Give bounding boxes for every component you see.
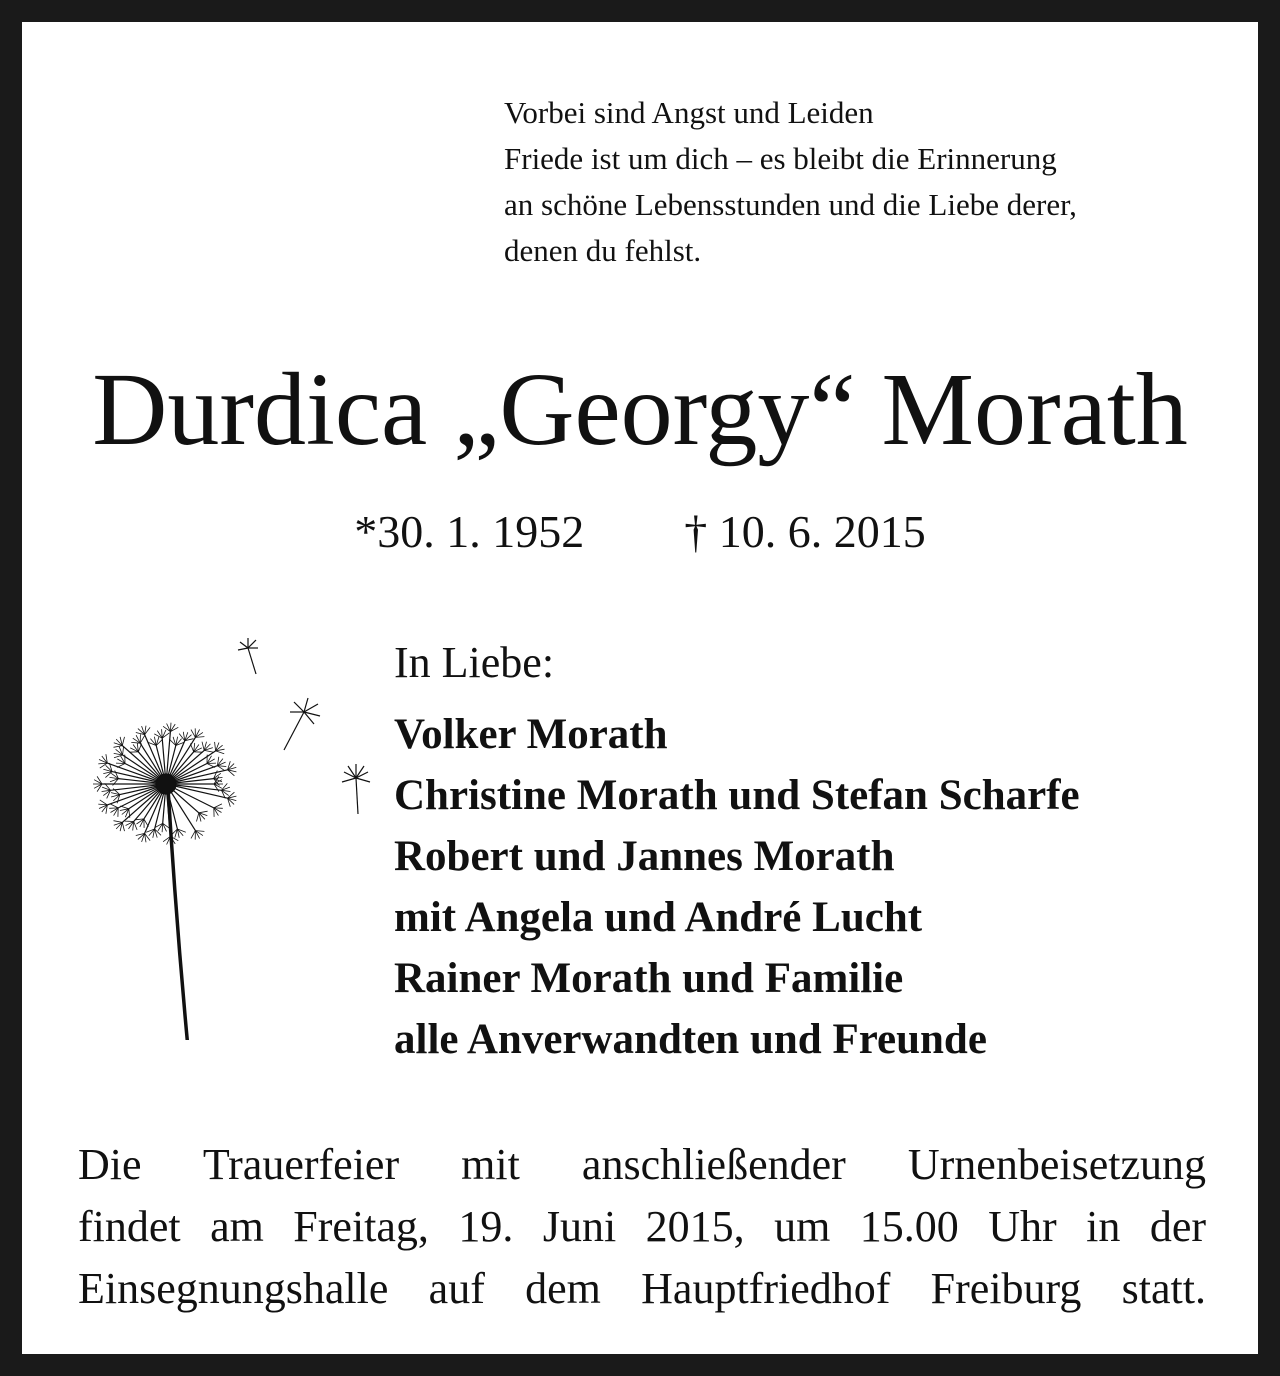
seed-fluff (122, 822, 124, 831)
mourner-name: Rainer Morath und Familie (394, 955, 904, 1002)
mourner-list (394, 704, 1080, 1070)
dandelion-icon (72, 620, 372, 1040)
seed-fluff (216, 751, 225, 754)
life-dates (22, 504, 1258, 560)
seed-fluff (214, 804, 222, 808)
seed-fluff (140, 735, 145, 743)
seed-fluff (110, 804, 118, 808)
seed-fluff (190, 744, 193, 752)
mourner-name: mit Angela und André Lucht (394, 894, 923, 941)
seed-fluff (197, 813, 199, 822)
seed-fluff (191, 831, 195, 839)
death-date: † 10. 6. 2015 (684, 506, 926, 557)
seed-fluff (122, 737, 124, 746)
seed-fluff (123, 746, 124, 755)
seed-fluff (204, 750, 213, 752)
seed-fluff (117, 764, 125, 768)
ceremony-line: Die Trauerfeier mit anschließender Urnenbeisetzung (78, 1140, 1206, 1189)
quote-line: an schöne Lebensstunden und die Liebe derer, (504, 187, 1077, 222)
seed-fluff (191, 730, 195, 738)
seed-fluff (114, 746, 123, 748)
birth-date: *30. 1. 1952 (354, 506, 585, 557)
seed-fluff (199, 811, 208, 813)
in-love-label: In Liebe: (394, 638, 555, 687)
ceremony-line: findet am Freitag, 19. Juni 2015, um 15.00 Uhr in der (78, 1202, 1206, 1251)
mourner-name: alle Anverwandten und Freunde (394, 1016, 987, 1063)
memorial-quote (504, 90, 1077, 274)
obituary-notice (22, 22, 1258, 1354)
ceremony-notice (78, 1134, 1206, 1320)
deceased-name: Durdica „Georgy“ Morath (92, 352, 1188, 467)
ceremony-line: Einsegnungshalle auf dem Hauptfriedhof Freiburg statt. (78, 1264, 1206, 1313)
quote-line: Vorbei sind Angst und Leiden (504, 95, 874, 130)
mourner-name: Robert und Jannes Morath (394, 833, 895, 880)
mourner-name: Christine Morath und Stefan Scharfe (394, 772, 1080, 819)
seed-fluff (114, 821, 123, 823)
seed-fluff (144, 819, 149, 827)
seed-fluff (134, 822, 137, 830)
mourner-name: Volker Morath (394, 711, 668, 758)
quote-line: Friede ist um dich – es bleibt die Erinnerung (504, 141, 1057, 176)
seed-fluff (202, 742, 204, 751)
quote-line: denen du fehlst. (504, 233, 702, 268)
seed-fluff (215, 742, 216, 751)
